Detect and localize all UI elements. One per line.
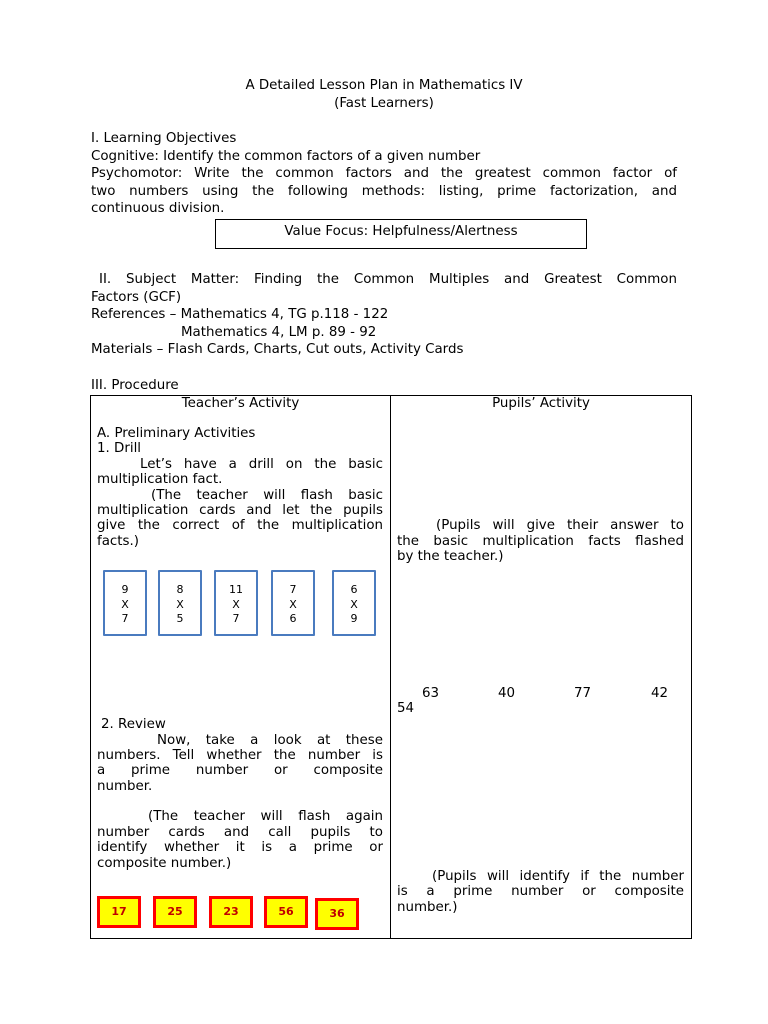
drill-label: 1. Drill [97,441,142,456]
review-note-line-3: identify whether it is a prime or [97,840,383,855]
drill-note-line-1: (The teacher will flash basic [151,488,383,503]
value-focus-box: Value Focus: Helpfulness/Alertness [215,219,587,249]
multiplication-flash-card: 7 X 6 [271,570,315,636]
review-text-line-4: number. [97,779,153,794]
review-text-line-3: a prime number or composite [97,763,383,778]
pupils-review-line-2: is a prime number or composite [397,884,684,899]
pupils-review-line-1: (Pupils will identify if the number [432,869,684,884]
multiplication-flash-card: 11 X 7 [214,570,258,636]
teacher-activity-header: Teacher’s Activity [181,396,300,411]
references-line-2: Mathematics 4, LM p. 89 - 92 [181,325,377,340]
drill-answer: 77 [574,686,592,701]
review-label: 2. Review [101,717,166,732]
pupils-activity-header: Pupils’ Activity [492,396,590,411]
drill-answer: 42 [651,686,669,701]
multiplication-flash-card: 8 X 5 [158,570,202,636]
number-card: 56 [264,896,308,928]
subject-matter-line-2: Factors (GCF) [91,290,182,305]
number-card: 17 [97,896,141,928]
number-card: 36 [315,898,359,930]
drill-answer: 40 [498,686,516,701]
drill-note-line-4: facts.) [97,534,139,549]
references-line-1: References – Mathematics 4, TG p.118 - 122 [91,307,389,322]
drill-text-line-2: multiplication fact. [97,472,223,487]
subject-matter-line-1: II. Subject Matter: Finding the Common Multiples and Greatest Common [99,272,677,287]
review-text-line-1: Now, take a look at these [157,733,383,748]
review-text-line-2: numbers. Tell whether the number is [97,748,383,763]
pupils-drill-line-3: by the teacher.) [397,549,504,564]
objective-psychomotor-line-2: two numbers using the following methods: listing, prime factorization, and [91,184,677,199]
number-card: 23 [209,896,253,928]
pupils-drill-line-1: (Pupils will give their answer to [436,518,684,533]
pupils-drill-line-2: the basic multiplication facts flashed [397,534,684,549]
review-note-line-4: composite number.) [97,856,232,871]
column-divider [390,396,391,938]
preliminary-activities-label: A. Preliminary Activities [97,426,256,441]
review-note-line-2: number cards and call pupils to [97,825,383,840]
drill-text-line-1: Let’s have a drill on the basic [140,457,383,472]
objectives-heading: I. Learning Objectives [91,131,237,146]
drill-answer: 54 [397,701,415,716]
multiplication-flash-card: 9 X 7 [103,570,147,636]
objective-cognitive: Cognitive: Identify the common factors of a given number [91,149,481,164]
objective-psychomotor-line-1: Psychomotor: Write the common factors and the greatest common factor of [91,166,677,181]
drill-note-line-2: multiplication cards and let the pupils [97,503,383,518]
document-subtitle: (Fast Learners) [334,96,434,111]
review-note-line-1: (The teacher will flash again [148,809,383,824]
procedure-heading: III. Procedure [91,378,179,393]
drill-note-line-3: give the correct of the multiplication [97,518,383,533]
objective-psychomotor-line-3: continuous division. [91,201,225,216]
pupils-review-line-3: number.) [397,900,458,915]
document-title: A Detailed Lesson Plan in Mathematics IV [245,78,523,93]
materials-line: Materials – Flash Cards, Charts, Cut outs, Activity Cards [91,342,464,357]
drill-answer: 63 [422,686,440,701]
multiplication-flash-card: 6 X 9 [332,570,376,636]
procedure-table [90,395,692,939]
number-card: 25 [153,896,197,928]
